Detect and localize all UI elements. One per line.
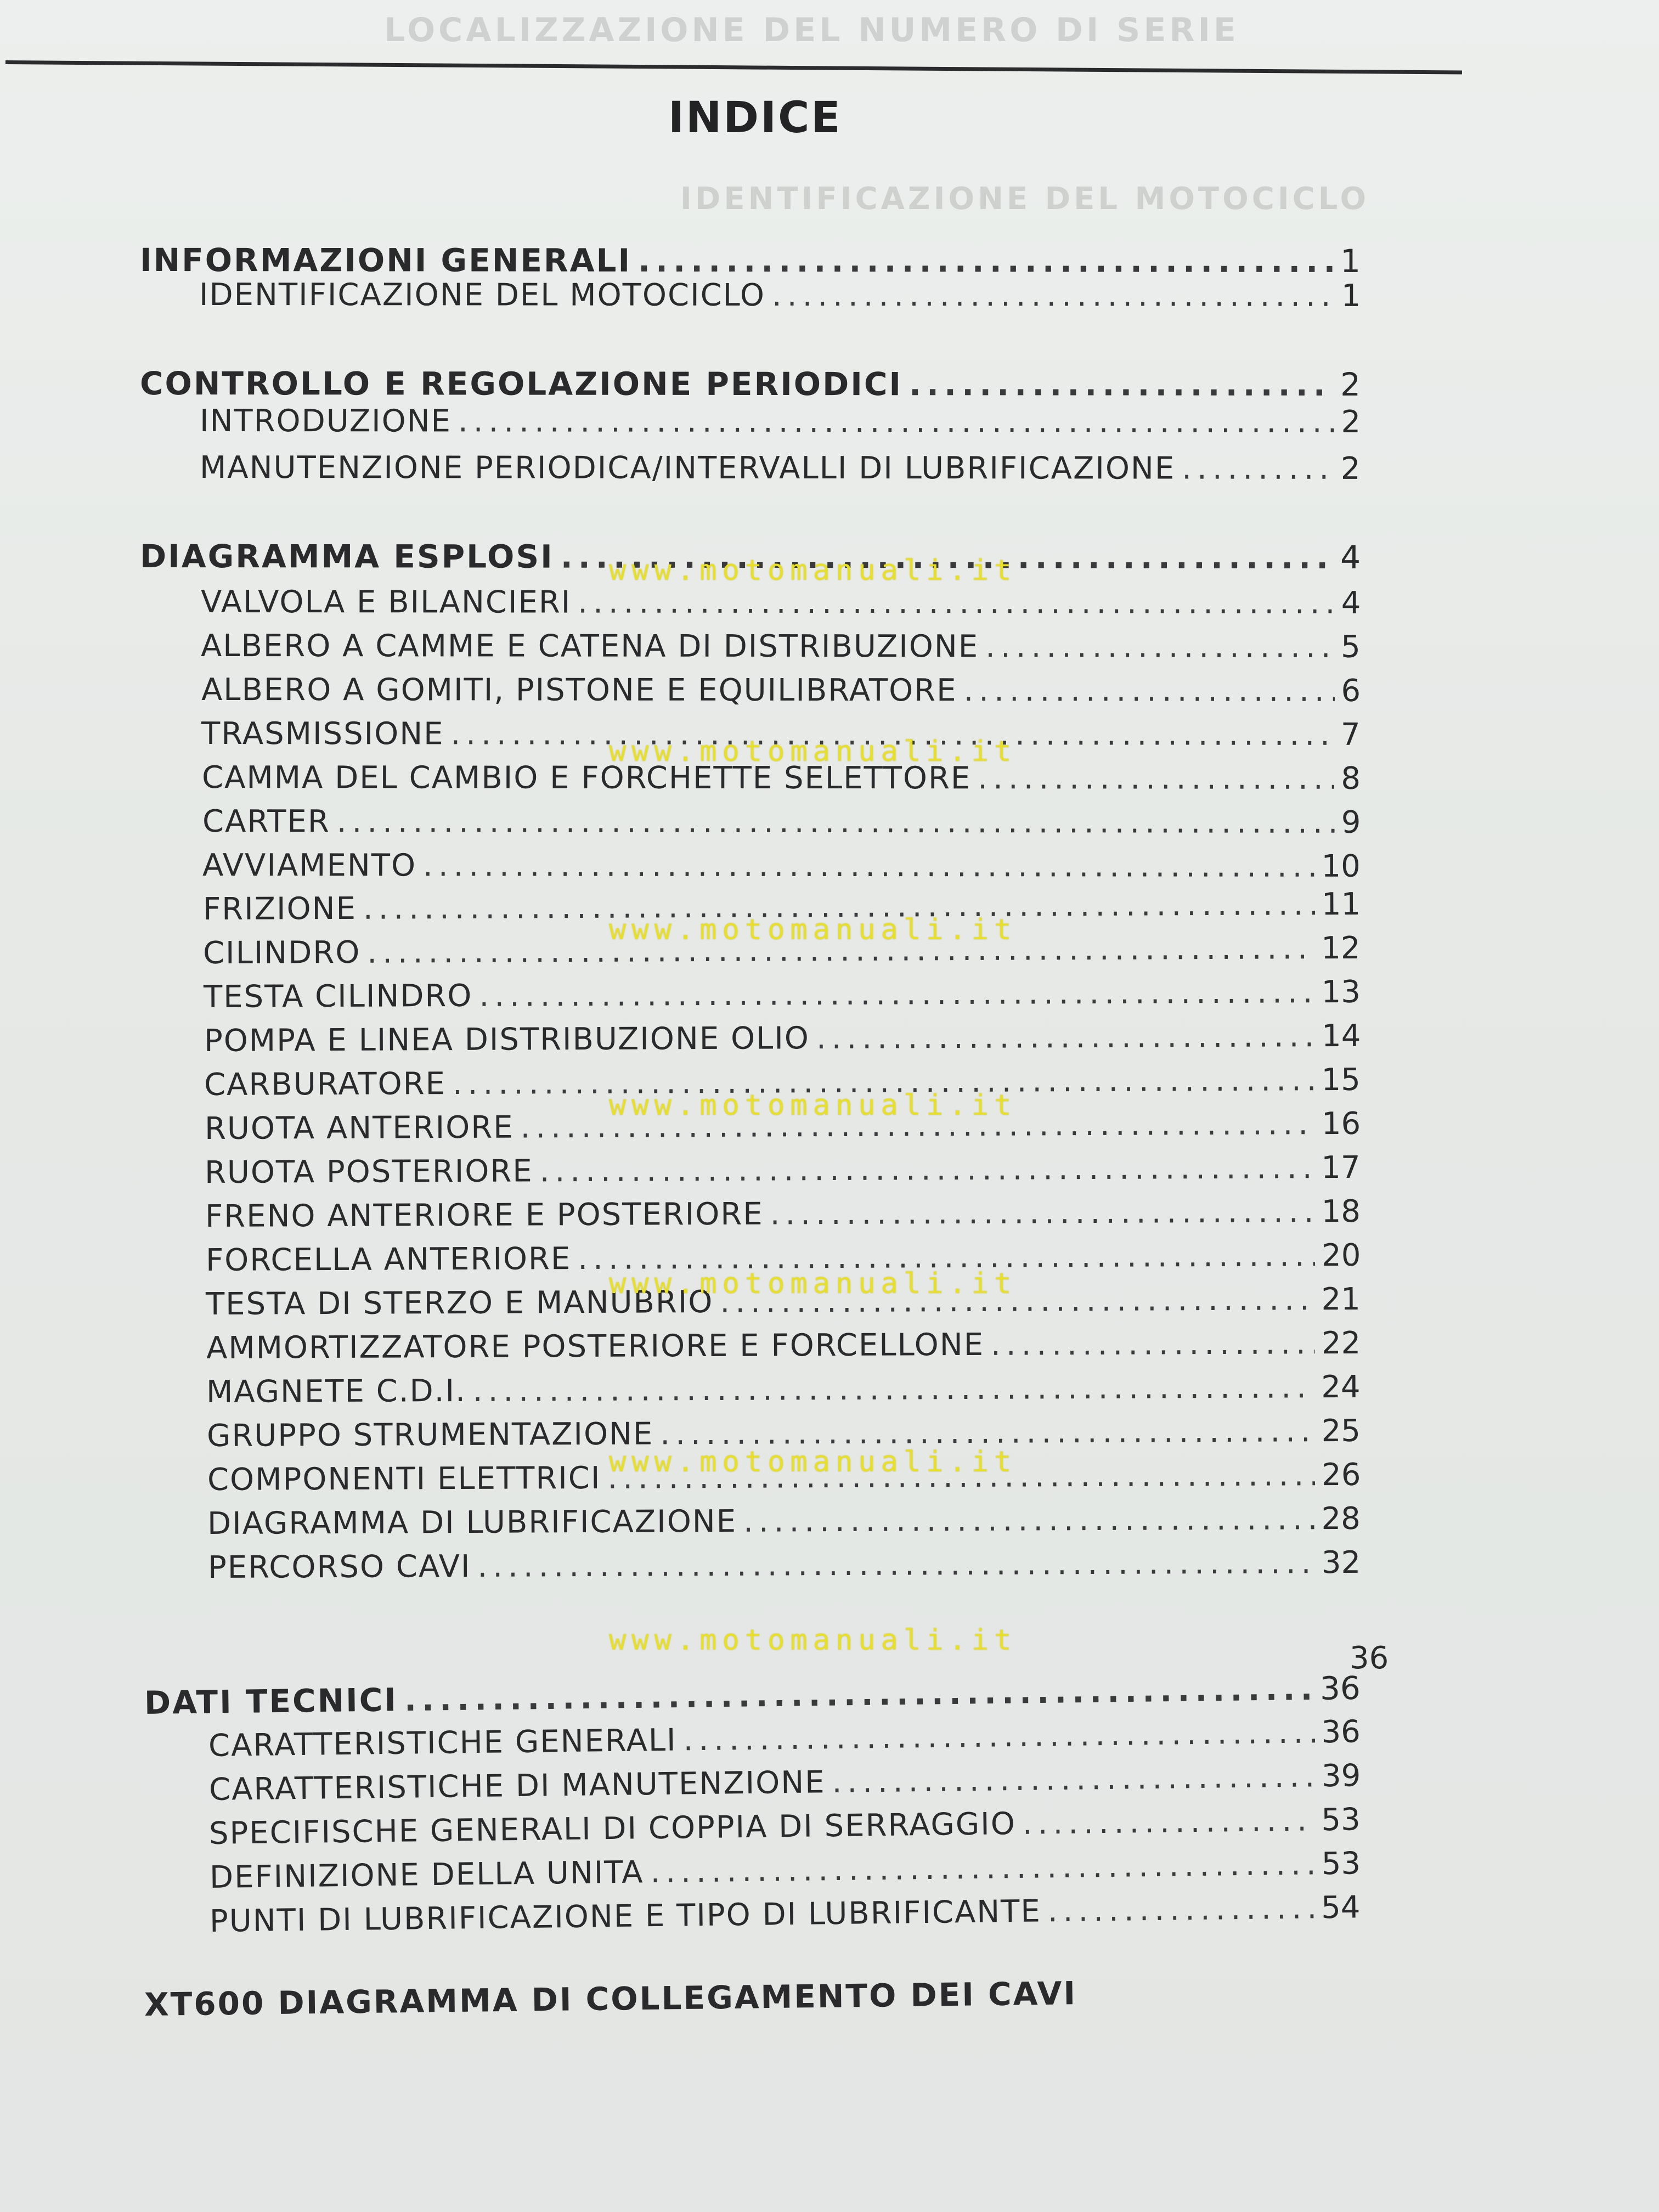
toc-page-number: 53: [1321, 1802, 1361, 1838]
toc-entry: [199, 277, 1361, 314]
toc-label: AVVIAMENTO: [202, 848, 417, 884]
toc-entry: [202, 848, 1361, 884]
page-title: INDICE: [668, 93, 842, 143]
toc-page-number: 9: [1341, 804, 1361, 840]
toc-label: CARBURATORE: [204, 1066, 447, 1103]
toc-page-number: 22: [1321, 1325, 1361, 1362]
toc-entry: [210, 1889, 1361, 1939]
toc-label: CONTROLLO E REGOLAZIONE PERIODICI: [139, 365, 903, 403]
toc-label: CARTER: [202, 804, 330, 840]
toc-label: TESTA CILINDRO: [203, 978, 473, 1015]
toc-page-number: 25: [1321, 1413, 1361, 1449]
leader-dots: [1023, 1802, 1315, 1842]
watermark: www.motomanuali.it: [609, 913, 1017, 946]
toc-label: FORCELLA ANTERIORE: [205, 1241, 572, 1278]
toc-page-number: 2: [1341, 450, 1361, 487]
toc-section: [144, 1971, 1361, 2023]
stray-page-number: 36: [1350, 1640, 1389, 1676]
toc-label: TRASMISSIONE: [201, 716, 444, 752]
toc-page-number: 16: [1321, 1105, 1361, 1142]
toc-label: MAGNETE C.D.I.: [206, 1373, 467, 1410]
toc-page-number: 18: [1321, 1193, 1361, 1230]
toc-page-number: 54: [1321, 1889, 1361, 1926]
toc-label: COMPONENTI ELETTRICI: [207, 1460, 601, 1498]
toc-label: PUNTI DI LUBRIFICAZIONE E TIPO DI LUBRIFICANTE: [209, 1893, 1042, 1939]
toc-label: MANUTENZIONE PERIODICA/INTERVALLI DI LUBRIFICAZIONE: [200, 450, 1176, 487]
toc-entry: [200, 450, 1361, 487]
toc-page-number: 8: [1341, 760, 1361, 797]
toc-page-number: 13: [1321, 974, 1361, 1011]
toc-entry: [201, 628, 1361, 665]
toc-page-number: 12: [1321, 930, 1361, 967]
toc-page-number: 1: [1340, 242, 1361, 280]
toc-label: DIAGRAMMA DI LUBRIFICAZIONE: [207, 1503, 737, 1542]
toc-entry: [208, 1758, 1361, 1808]
leader-dots: [772, 278, 1335, 314]
toc-page-number: 7: [1341, 716, 1361, 753]
toc-page-number: 4: [1341, 585, 1361, 621]
leader-dots: [963, 673, 1334, 709]
toc-entry: [201, 584, 1361, 621]
watermark: www.motomanuali.it: [609, 1267, 1017, 1300]
toc-entry: [208, 1545, 1361, 1585]
toc-page-number: 2: [1341, 404, 1361, 440]
toc-label: GRUPPO STRUMENTAZIONE: [206, 1416, 654, 1454]
bleed-through-text: IDENTIFICAZIONE DEL MOTOCICLO: [680, 181, 1370, 217]
leader-dots: [458, 403, 1335, 439]
toc-entry: [205, 1150, 1361, 1190]
toc-label: POMPA E LINEA DISTRIBUZIONE OLIO: [204, 1020, 810, 1059]
toc-label: FRENO ANTERIORE E POSTERIORE: [205, 1196, 764, 1234]
toc-label: CILINDRO: [203, 934, 361, 971]
toc-label: RUOTA ANTERIORE: [204, 1109, 514, 1147]
toc-page-number: 1: [1341, 278, 1361, 314]
toc-entry: [206, 1325, 1361, 1366]
toc-label: SPECIFISCHE GENERALI DI COPPIA DI SERRAGGIO: [208, 1806, 1017, 1852]
leader-dots: [336, 804, 1334, 840]
watermark: www.motomanuali.it: [609, 1089, 1017, 1122]
leader-dots: [978, 760, 1334, 797]
toc-label: DATI TECNICI: [144, 1681, 398, 1722]
toc-page-number: 15: [1321, 1062, 1361, 1098]
leader-dots: [985, 629, 1334, 665]
toc-label: ALBERO A CAMME E CATENA DI DISTRIBUZIONE: [201, 628, 979, 665]
toc-section: [144, 1669, 1361, 1722]
toc-section: [140, 365, 1361, 403]
toc-label: IDENTIFICAZIONE DEL MOTOCICLO: [199, 277, 765, 313]
toc-label: CARATTERISTICHE GENERALI: [208, 1722, 677, 1764]
toc-label: XT600 DIAGRAMMA DI COLLEGAMENTO DEI CAVI: [144, 1974, 1077, 2023]
toc-page-number: 5: [1341, 629, 1361, 665]
toc-entry: [207, 1501, 1361, 1542]
toc-entry: [209, 1802, 1361, 1852]
toc-entry: [201, 672, 1361, 709]
toc-page-number: 24: [1321, 1369, 1361, 1406]
leader-dots: [404, 1670, 1313, 1718]
toc-label: CAMMA DEL CAMBIO E FORCHETTE SELETTORE: [201, 760, 972, 797]
toc-label: CARATTERISTICHE DI MANUTENZIONE: [208, 1764, 826, 1808]
toc-entry: [209, 1846, 1361, 1895]
toc-entry: [204, 1018, 1361, 1059]
toc-page-number: 53: [1321, 1846, 1361, 1882]
toc-page-number: 36: [1321, 1714, 1361, 1751]
leader-dots: [638, 242, 1334, 280]
leader-dots: [423, 848, 1315, 884]
watermark: www.motomanuali.it: [609, 1624, 1017, 1657]
leader-dots: [1182, 451, 1335, 487]
toc-entry: [204, 974, 1361, 1015]
leader-dots: [578, 585, 1334, 621]
toc-page-number: 28: [1321, 1500, 1361, 1537]
toc-page-number: 26: [1321, 1457, 1361, 1493]
leader-dots: [683, 1714, 1315, 1758]
leader-dots: [1048, 1890, 1315, 1929]
toc-label: VALVOLA E BILANCIERI: [200, 584, 571, 620]
leader-dots: [991, 1325, 1315, 1363]
toc-page-number: 4: [1340, 538, 1361, 576]
toc-label: DEFINIZIONE DELLA UNITA: [209, 1854, 644, 1895]
leader-dots: [540, 1150, 1315, 1189]
leader-dots: [479, 974, 1315, 1014]
toc-entry: [205, 1194, 1361, 1234]
toc-page-number: 36: [1319, 1669, 1361, 1707]
toc-page-number: 21: [1321, 1281, 1361, 1318]
toc-page-number: 11: [1321, 886, 1361, 923]
toc-page-number: 17: [1321, 1149, 1361, 1186]
toc-entry: [208, 1714, 1361, 1764]
toc-label: INTRODUZIONE: [199, 403, 452, 439]
toc-page-number: 14: [1321, 1018, 1361, 1054]
leader-dots: [909, 365, 1334, 403]
watermark: www.motomanuali.it: [609, 735, 1017, 768]
toc-label: TESTA DI STERZO E MANUBRIO: [206, 1284, 714, 1322]
toc-page-number: 6: [1341, 673, 1361, 709]
toc-entry: [206, 1369, 1361, 1410]
toc-label: FRIZIONE: [202, 890, 357, 927]
leader-dots: [650, 1846, 1315, 1890]
leader-dots: [816, 1018, 1315, 1056]
toc-label: PERCORSO CAVI: [207, 1548, 471, 1585]
toc-label: DIAGRAMMA ESPLOSI: [139, 538, 554, 575]
toc-entry: [200, 403, 1361, 440]
leader-dots: [473, 1369, 1315, 1409]
leader-dots: [477, 1545, 1315, 1584]
toc-section: [140, 241, 1361, 280]
toc-label: INFORMAZIONI GENERALI: [139, 241, 632, 279]
toc-label: AMMORTIZZATORE POSTERIORE E FORCELLONE: [206, 1327, 984, 1366]
watermark: www.motomanuali.it: [609, 1446, 1017, 1479]
toc-page-number: 39: [1321, 1758, 1361, 1795]
toc-label: RUOTA POSTERIORE: [205, 1153, 534, 1190]
leader-dots: [770, 1194, 1314, 1232]
leader-dots: [743, 1501, 1315, 1539]
toc-page-number: 2: [1340, 365, 1361, 403]
toc-page-number: 10: [1321, 848, 1361, 884]
toc-page-number: 20: [1321, 1237, 1361, 1274]
toc-entry: [202, 804, 1361, 840]
toc-page-number: 32: [1321, 1544, 1361, 1581]
watermark: www.motomanuali.it: [609, 554, 1017, 587]
toc-label: ALBERO A GOMITI, PISTONE E EQUILIBRATORE: [201, 672, 957, 709]
bleed-through-text: LOCALIZZAZIONE DEL NUMERO DI SERIE: [384, 11, 1239, 49]
leader-dots: [832, 1758, 1315, 1800]
